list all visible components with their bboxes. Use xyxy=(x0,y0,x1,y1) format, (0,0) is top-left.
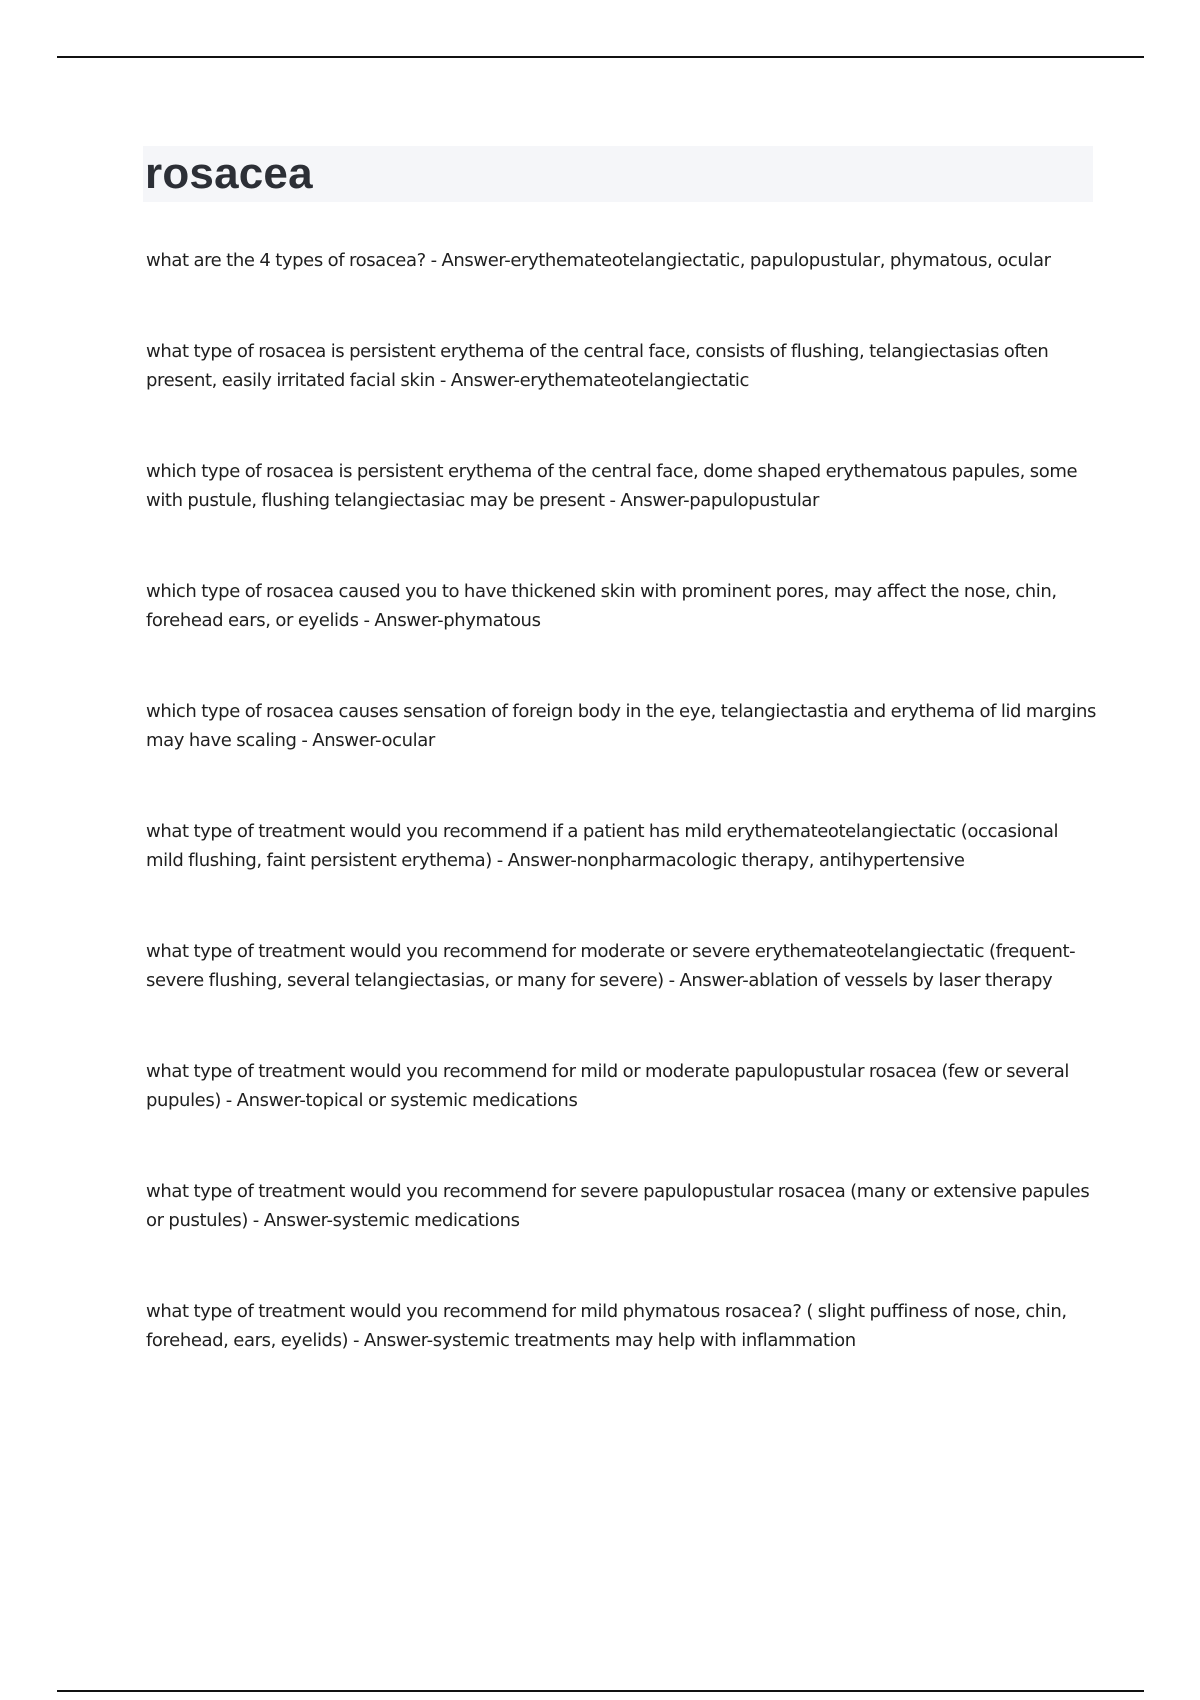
title-band xyxy=(143,146,1093,202)
qa-item-3: which type of rosacea is persistent erythema of the central face, dome shaped erythematous papules, some with pustule, flushing telangiectasiac may be present - Answer-papulopustular xyxy=(146,461,1078,511)
qa-item-4: which type of rosacea caused you to have thickened skin with prominent pores, may affect the nose, chin, forehead ears, or eyelids - Answer-phymatous xyxy=(146,581,1057,631)
qa-item-5: which type of rosacea causes sensation of foreign body in the eye, telangiectastia and erythema of lid margins may have scaling - Answer-ocular xyxy=(146,701,1096,751)
qa-item-1: what are the 4 types of rosacea? - Answer-erythemateotelangiectatic, papulopustular, phymatous, ocular xyxy=(146,250,1051,271)
qa-item-9: what type of treatment would you recommend for severe papulopustular rosacea (many or extensive papules or pustules) - Answer-systemic medications xyxy=(146,1181,1090,1231)
qa-item-8: what type of treatment would you recommend for mild or moderate papulopustular rosacea (few or several pupules) - Answer-topical or systemic medications xyxy=(146,1061,1069,1111)
qa-item-10: what type of treatment would you recommend for mild phymatous rosacea? ( slight puffiness of nose, chin, forehead, ears, eyelids) - Answer-systemic treatments may help with inflammation xyxy=(146,1301,1067,1351)
page-title: rosacea xyxy=(145,149,313,198)
qa-item-7: what type of treatment would you recommend for moderate or severe erythemateotelangiectatic (frequent-severe flushing, several telangiectasias, or many for severe) - Answer-ablation of vessels by laser therapy xyxy=(146,941,1076,991)
top-divider xyxy=(57,56,1144,58)
qa-item-2: what type of rosacea is persistent erythema of the central face, consists of flushing, telangiectasias often present, easily irritated facial skin - Answer-erythemateotelangiectatic xyxy=(146,341,1049,391)
qa-list xyxy=(146,246,1096,1355)
bottom-divider xyxy=(57,1690,1144,1692)
qa-item-6: what type of treatment would you recommend if a patient has mild erythemateotelangiectatic (occasional mild flushing, faint persistent erythema) - Answer-nonpharmacologic therapy, antihypertensive xyxy=(146,821,1059,871)
